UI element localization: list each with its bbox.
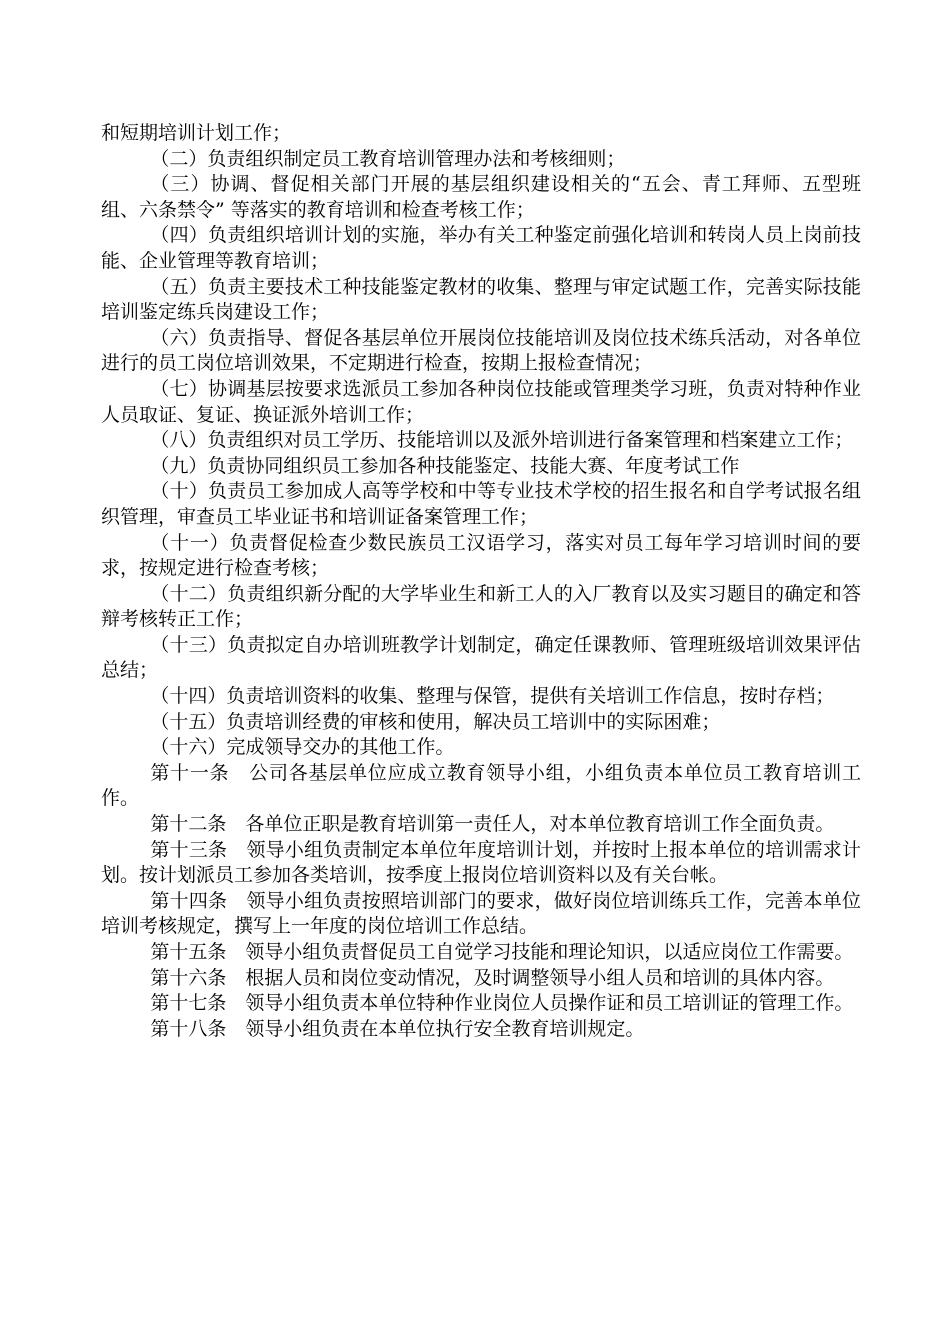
paragraph-item-9: （九）负责协同组织员工参加各种技能鉴定、技能大赛、年度考试工作 [150, 454, 740, 477]
document-body [101, 121, 861, 1042]
article-17: 第十七条 领导小组负责本单位特种作业岗位人员操作证和员工培训证的管理工作。 [150, 992, 854, 1015]
paragraph-item-11: （十一）负责督促检查少数民族员工汉语学习，落实对员工每年学习培训时间的要求，按规定进行检查考核； [101, 531, 861, 580]
paragraph-item-14: （十四）负责培训资料的收集、整理与保管，提供有关培训工作信息，按时存档； [150, 685, 835, 708]
paragraph-item-16: （十六）完成领导交办的其他工作。 [150, 736, 455, 759]
paragraph-item-12: （十二）负责组织新分配的大学毕业生和新工人的入厂教育以及实习题目的确定和答辩考核转正工作； [101, 582, 861, 631]
paragraph-item-13: （十三）负责拟定自办培训班教学计划制定，确定任课教师、管理班级培训效果评估总结； [101, 633, 861, 682]
article-12: 第十二条 各单位正职是教育培训第一责任人，对本单位教育培训工作全面负责。 [150, 813, 835, 836]
paragraph-item-3: （三）协调、督促相关部门开展的基层组织建设相关的“五会、青工拜师、五型班组、六条禁令” 等落实的教育培训和检查考核工作； [101, 173, 861, 221]
paragraph-item-5: （五）负责主要技术工种技能鉴定教材的收集、整理与审定试题工作，完善实际技能培训鉴定练兵岗建设工作； [101, 275, 861, 324]
paragraph-continuation: 和短期培训计划工作； [101, 122, 292, 144]
paragraph-item-15: （十五）负责培训经费的审核和使用，解决员工培训中的实际困难； [150, 710, 721, 733]
paragraph-item-6: （六）负责指导、督促各基层单位开展岗位技能培训及岗位技术练兵活动，对各单位进行的员工岗位培训效果，不定期进行检查，按期上报检查情况； [101, 326, 861, 375]
paragraph-item-7: （七）协调基层按要求选派员工参加各种岗位技能或管理类学习班，负责对特种作业人员取证、复证、换证派外培训工作； [101, 377, 861, 426]
article-11: 第十一条 公司各基层单位应成立教育领导小组，小组负责本单位员工教育培训工作。 [101, 761, 861, 810]
article-15: 第十五条 领导小组负责督促员工自觉学习技能和理论知识，以适应岗位工作需要。 [150, 941, 854, 963]
paragraph-item-4: （四）负责组织培训计划的实施，举办有关工种鉴定前强化培训和转岗人员上岗前技能、企业管理等教育培训； [101, 224, 861, 272]
paragraph-item-8: （八）负责组织对员工学历、技能培训以及派外培训进行备案管理和档案建立工作； [150, 429, 854, 452]
article-18: 第十八条 领导小组负责在本单位执行安全教育培训规定。 [150, 1017, 645, 1040]
paragraph-item-10: （十）负责员工参加成人高等学校和中等专业技术学校的招生报名和自学考试报名组织管理，审查员工毕业证书和培训证备案管理工作； [101, 480, 861, 528]
paragraph-item-2: （二）负责组织制定员工教育培训管理办法和考核细则； [150, 147, 626, 170]
article-14: 第十四条 领导小组负责按照培训部门的要求，做好岗位培训练兵工作，完善本单位培训考核规定，撰写上一年度的岗位培训工作总结。 [101, 889, 861, 938]
article-13: 第十三条 领导小组负责制定本单位年度培训计划，并按时上报本单位的培训需求计划。按计划派员工参加各类培训，按季度上报岗位培训资料以及有关台帐。 [101, 838, 861, 887]
article-16: 第十六条 根据人员和岗位变动情况，及时调整领导小组人员和培训的具体内容。 [150, 966, 835, 989]
